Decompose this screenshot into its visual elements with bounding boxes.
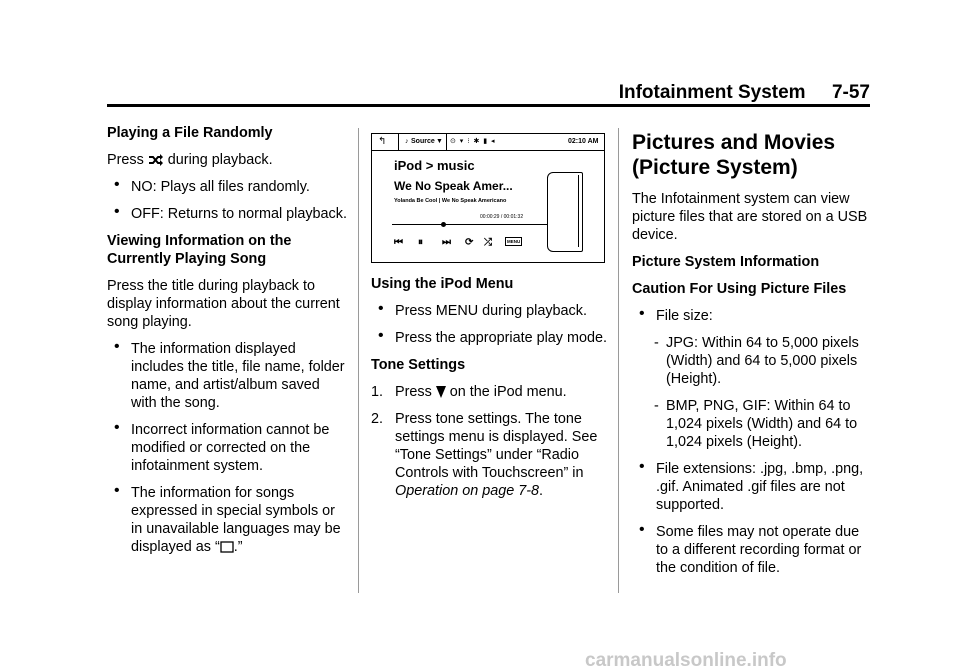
sub-list-item: - JPG: Within 64 to 5,000 pixels (Width) and 64 to 5,000 pixels (Height). <box>654 335 859 387</box>
list-item: • NO: Plays all files randomly. <box>114 176 310 195</box>
sub-list-item: - BMP, PNG, GIF: Within 64 to 1,024 pixels (Width) and 64 to 1,024 pixels (Height). <box>654 398 858 450</box>
bullet-text: NO: Plays all files randomly. <box>131 179 310 195</box>
step-number: 2. <box>371 411 384 427</box>
bullet-text: The information displayed includes the title, file name, folder name, and artist/album saved with the song. <box>131 341 345 411</box>
press-text: Press <box>107 152 148 168</box>
list-item: • The information displayed includes the title, file name, folder name, and artist/album saved with the song. <box>114 338 345 411</box>
bullet-text: Some files may not operate due to a different recording format or the condition of file. <box>656 524 862 576</box>
paragraph-info: Press the title during playback to display information about the current song playing. <box>107 278 340 330</box>
column-2 <box>371 275 607 509</box>
playback-time: 00:00:29 / 00:01:32 <box>480 214 524 220</box>
heading-ipod-menu: Using the iPod Menu <box>371 276 514 292</box>
bullet-text: Press MENU during playback. <box>395 303 587 319</box>
bullet-text: File extensions: .jpg, .bmp, .png, .gif. Animated .gif files are not supported. <box>656 461 864 513</box>
heading-caution: Caution For Using Picture Files <box>632 281 847 297</box>
watermark: carmanualsonline.info <box>585 650 787 671</box>
pause-icon: ⏸ <box>418 237 423 248</box>
song-title: We No Speak Amer... <box>394 179 513 193</box>
list-item: • File extensions: .jpg, .bmp, .png, .gif. Animated .gif files are not supported. <box>639 458 864 513</box>
next-icon: ⏭ <box>442 237 451 248</box>
column-divider-1 <box>358 128 359 593</box>
list-item: • The information for songs expressed in special symbols or in unavailable languages may be displayed as “ .” <box>114 482 341 555</box>
artist-album: Yolanda Be Cool | We No Speak Americano <box>394 198 507 204</box>
column-3 <box>632 130 872 586</box>
source-label: Source <box>411 138 435 145</box>
bullet-text: The information for songs expressed in special symbols or in unavailable languages may be displayed as “ <box>131 485 341 555</box>
bullet-text: File size: <box>656 308 713 324</box>
status-icons: ⊙ ▾ ⁝ ✱ ▮ ◂ <box>450 138 496 145</box>
step-text: Press <box>395 384 436 400</box>
list-item: • Press the appropriate play mode. <box>378 327 607 346</box>
sub-item-text: BMP, PNG, GIF: Within 64 to 1,024 pixels (Width) and 64 to 1,024 pixels (Height). <box>666 398 858 450</box>
progress-bar <box>392 224 547 225</box>
down-arrow-icon <box>436 385 446 399</box>
shuffle-icon: ⤮ <box>484 237 492 248</box>
menu-button-icon: MENU <box>507 239 521 244</box>
section-heading-pictures: Pictures and Movies (Picture System) <box>632 131 836 179</box>
ipod-screen-illustration <box>371 133 605 263</box>
heading-info: Viewing Information on the Currently Playing Song <box>107 233 292 267</box>
previous-icon: ⏮ <box>394 237 403 248</box>
page-title: Infotainment System 7-57 <box>618 82 870 103</box>
step-text-end: on the iPod menu. <box>445 384 567 400</box>
shuffle-icon <box>148 153 164 167</box>
music-note-icon: ♪ <box>405 138 409 145</box>
bullet-text: Incorrect information cannot be modified or corrected on the infotainment system. <box>131 422 330 474</box>
unknown-character-box-icon <box>220 540 234 554</box>
sub-item-text: JPG: Within 64 to 5,000 pixels (Width) and 64 to 5,000 pixels (Height). <box>666 335 859 387</box>
step-2 <box>371 410 607 500</box>
clock: 02:10 AM <box>568 138 599 145</box>
page-reference: Operation on page 7-8 <box>395 483 540 499</box>
list-item: • Some files may not operate due to a different recording format or the condition of file. <box>639 521 862 576</box>
screen-title: iPod > music <box>394 158 475 173</box>
heading-picture-info: Picture System Information <box>632 254 820 270</box>
step-text-end: . <box>539 483 544 499</box>
press-after-text: during playback. <box>163 152 273 168</box>
step-number: 1. <box>371 384 384 400</box>
list-item: • OFF: Returns to normal playback. <box>114 203 347 222</box>
page-header <box>107 82 870 104</box>
paragraph-pictures: The Infotainment system can view picture files that are stored on a USB device. <box>632 191 868 243</box>
heading-tone: Tone Settings <box>371 357 466 373</box>
header-rule <box>107 104 870 107</box>
progress-knob <box>441 222 446 227</box>
column-1 <box>107 124 347 565</box>
heading-random: Playing a File Randomly <box>107 125 273 141</box>
bullet-text: Press the appropriate play mode. <box>395 330 607 346</box>
bullet-text-end: .” <box>233 539 243 555</box>
column-divider-2 <box>618 128 619 593</box>
list-item: • Incorrect information cannot be modified or corrected on the infotainment system. <box>114 419 330 474</box>
dropdown-icon: ▼ <box>436 138 443 145</box>
back-icon: ↰ <box>378 136 387 147</box>
list-item: • File size: <box>639 305 713 324</box>
bullet-text: OFF: Returns to normal playback. <box>131 206 347 222</box>
repeat-icon: ⟳ <box>465 237 474 248</box>
step-text: Press tone settings. The tone settings menu is displayed. See “Tone Settings” under “Radio Controls with Touchscreen” in <box>395 411 598 481</box>
album-art <box>547 172 583 252</box>
step-1 <box>371 383 607 401</box>
paragraph-press-shuffle <box>107 151 347 169</box>
list-item: • Press MENU during playback. <box>378 300 587 319</box>
screen-status-bar <box>372 134 604 151</box>
